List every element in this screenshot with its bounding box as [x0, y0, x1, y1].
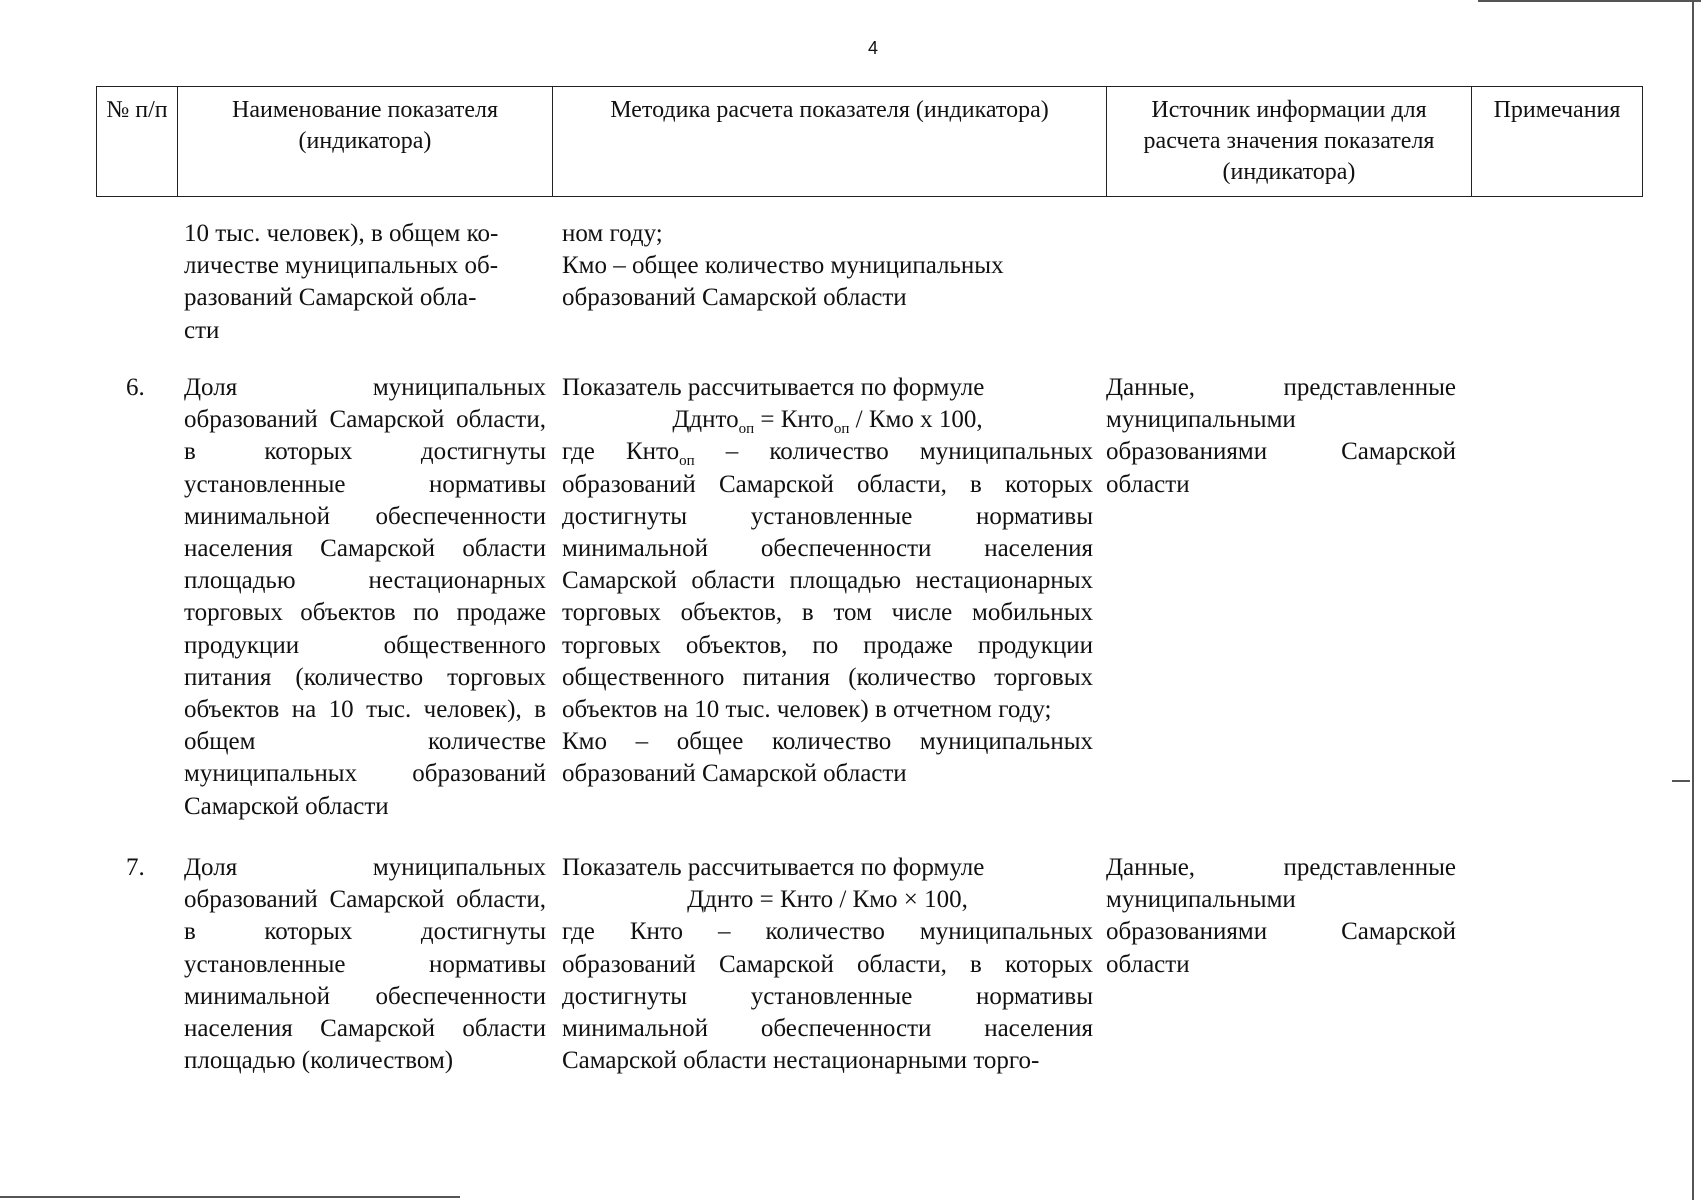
continuation-name-cell	[184, 218, 546, 347]
page-number: 4	[868, 38, 879, 58]
header-col-source: Источник информации для расчета значения показателя (индикатора)	[1107, 87, 1472, 197]
indicator-name-cell: Доля муниципальных образований Самарской области, в которых достигнуты установленные нормативы минимальной обеспеченности населения Самарской области площадью нестационарных торговых объектов по продаже продукции общественного питания (количество торговых объектов на 10 тыс. человек), в общем количестве муниципальных образований Самарской области	[184, 374, 546, 820]
text-line: 10 тыс. человек), в общем ко-	[184, 220, 499, 247]
header-col-number: № п/п	[97, 87, 178, 197]
where-prefix: где Кнто	[562, 438, 680, 466]
text-line: личестве муниципальных об-	[184, 252, 499, 280]
formula-eq: = Кнто	[754, 406, 834, 434]
method-intro: Показатель рассчитывается по формуле	[562, 374, 985, 401]
formula: Дднто = Кнто / Кмо × 100,	[687, 886, 968, 914]
row-number: 6.	[126, 374, 145, 401]
source-cell: Данные, представленные муниципальными образованиями Самарской области	[1106, 854, 1456, 978]
formula-eq-sub: оп	[833, 421, 850, 438]
scan-edge-line	[1692, 0, 1694, 1200]
header-col-name: Наименование показателя (индикатора)	[178, 87, 553, 197]
where-sub: оп	[679, 453, 695, 470]
where-text: где Кнто – количество муниципальных образований Самарской области, в которых достигнуты установленные нормативы минимальной обеспеченности населения Самарской области нестационарными торго-	[562, 918, 1093, 1075]
scan-mark	[1672, 780, 1690, 782]
scan-edge-line	[1478, 0, 1701, 2]
row-number: 7.	[126, 854, 145, 881]
formula-lhs-sub: оп	[738, 421, 755, 438]
table-header	[96, 86, 1643, 197]
method-cell	[562, 852, 1093, 1077]
scan-edge-line	[0, 1196, 460, 1198]
text-line: образований Самарской области	[562, 284, 907, 312]
formula-lhs: Дднто	[672, 406, 739, 434]
text-line: ном году;	[562, 220, 663, 247]
formula-rest: / Кмо х 100,	[849, 406, 983, 434]
text-line: разований Самарской обла-	[184, 284, 477, 312]
text-line: сти	[184, 316, 220, 344]
method-intro: Показатель рассчитывается по формуле	[562, 854, 985, 881]
where-text: – количество муниципальных образований Самарской области, в которых достигнуты установленные нормативы минимальной обеспеченности населения Самарской области площадью нестационарных торговых объектов, в том числе мобильных торговых объектов, по продаже продукции общественного питания (количество торговых объектов на 10 тыс. человек) в отчетном году;	[562, 438, 1093, 724]
header-col-method: Методика расчета показателя (индикатора)	[553, 87, 1107, 197]
source-cell: Данные, представленные муниципальными образованиями Самарской области	[1106, 374, 1456, 498]
indicator-name-cell: Доля муниципальных образований Самарской области, в которых достигнуты установленные нормативы минимальной обеспеченности населения Самарской области площадью (количеством)	[184, 854, 546, 1075]
kmo-definition: Кмо – общее количество муниципальных образований Самарской области	[562, 728, 1093, 788]
continuation-method-cell	[562, 218, 1093, 315]
method-cell	[562, 372, 1093, 791]
formula	[562, 404, 1093, 436]
header-col-notes: Примечания	[1472, 87, 1643, 197]
text-line: Кмо – общее количество муниципальных	[562, 252, 1004, 280]
